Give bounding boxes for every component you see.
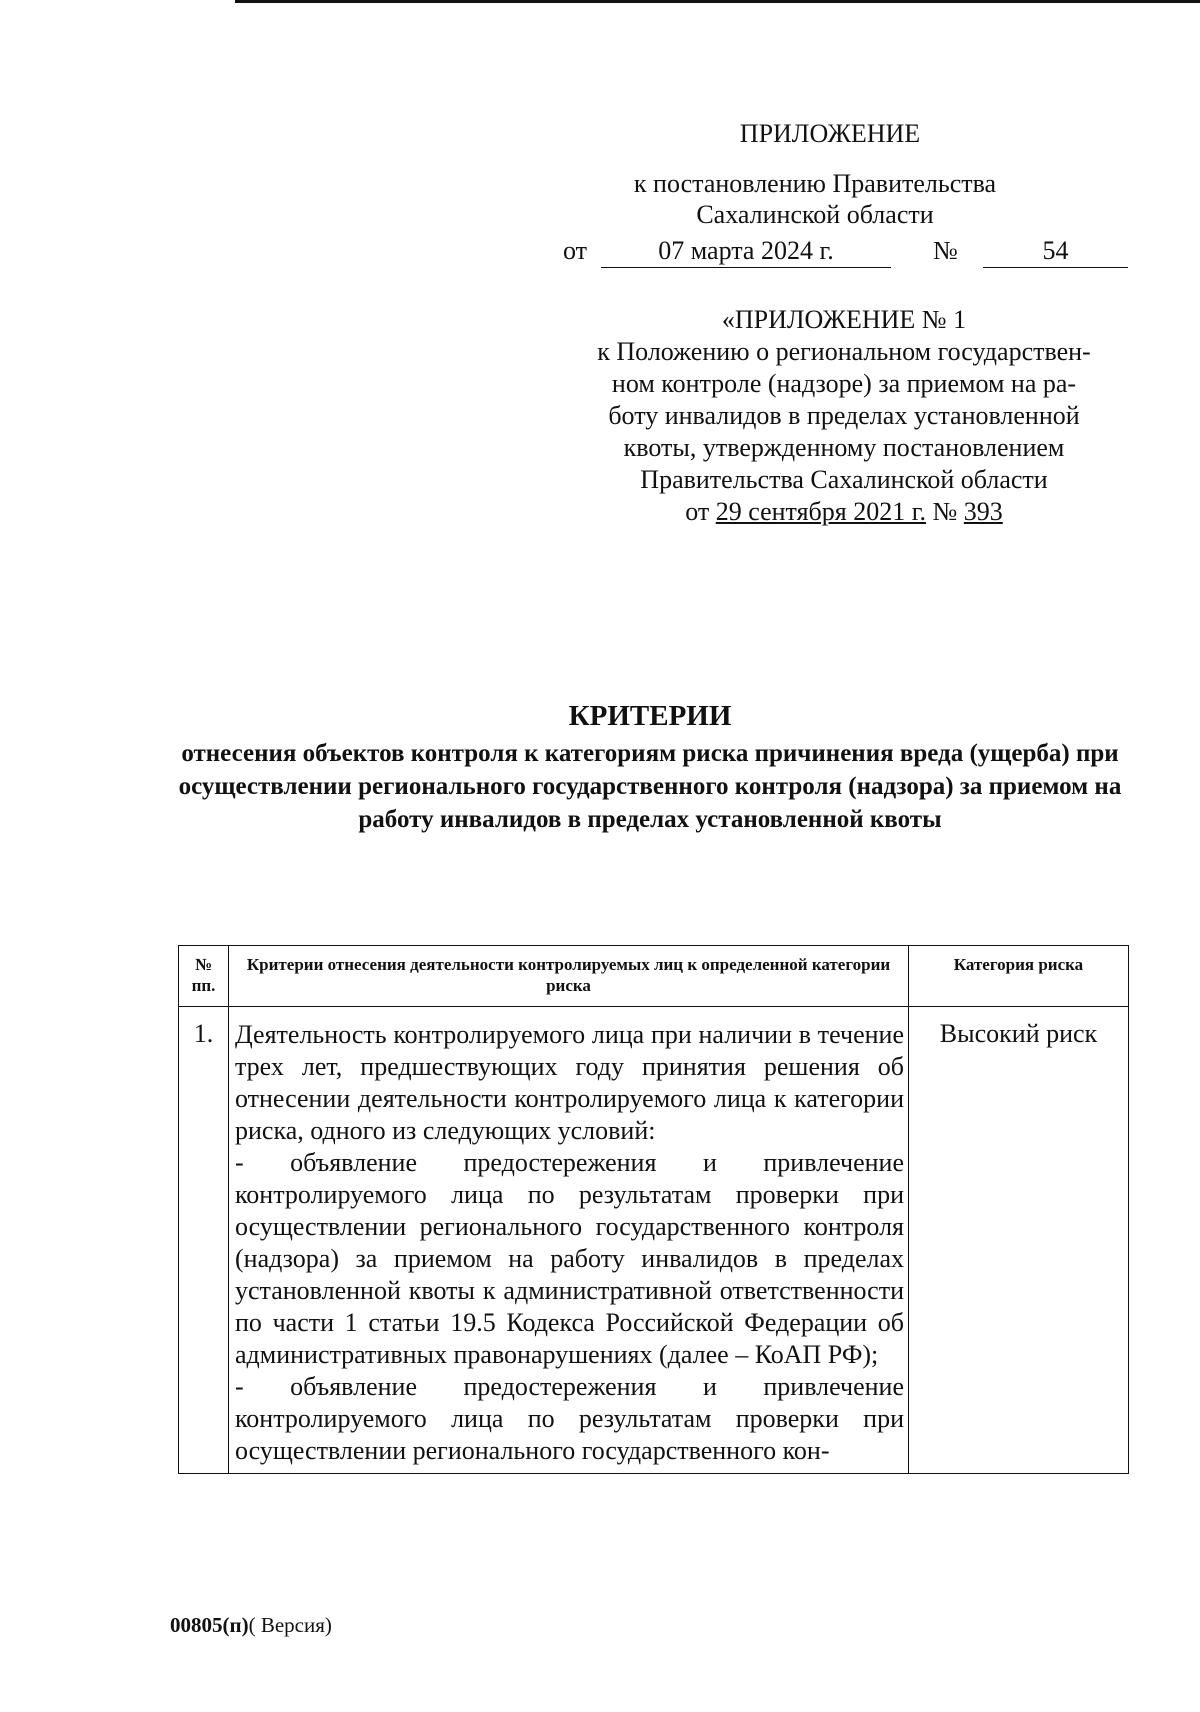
original-decree-date: 29 сентября 2021 г. (715, 497, 926, 526)
document-version: ( Версия) (248, 1613, 332, 1637)
appendix-1-line: квоты, утвержденному постановлением (623, 433, 1065, 462)
criteria-paragraph: - объявление предостережения и привлечение контролируемого лица по результатам проверки при осуществлении регионального государственного контроля (надзора) за приемом на работу инвалидов в пределах установленной квоты к административной ответственности по части 1 статьи 19.5 Кодекса Российской Федерации об административных правонарушениях (далее – КоАП РФ); (235, 1148, 904, 1369)
row-criteria (229, 1007, 909, 1474)
appendix-1-line: ном контроле (надзоре) за приемом на ра- (611, 369, 1077, 398)
table-row (179, 1007, 1129, 1474)
top-border-line (235, 0, 1200, 3)
from-label: от (563, 236, 588, 265)
appendix-1-line: боту инвалидов в пределах установленной (608, 401, 1080, 430)
appendix-subtitle (590, 168, 1040, 230)
from-prefix: от (685, 497, 716, 526)
criteria-paragraph: Деятельность контролируемого лица при наличии в течение трех лет, предшествующих году принятия решения об отнесении деятельности контролируемого лица к категории риска, одного из следующих условий: (235, 1020, 904, 1145)
appendix-line: к постановлению Правительства (633, 169, 997, 198)
criteria-paragraph: - объявление предостережения и привлечение контролируемого лица по результатам проверки при осуществлении регионального государственного кон- (235, 1372, 904, 1465)
original-decree-number: 393 (963, 497, 1003, 526)
appendix-1-block (560, 304, 1128, 528)
criteria-subtitle: отнесения объектов контроля к категориям риска причинения вреда (ущерба) при осуществлении регионального государственного контроля (надзора) за приемом на работу инвалидов в пределах установленной квоты (178, 740, 1122, 833)
criteria-table (178, 945, 1129, 1474)
number-label: № (933, 236, 958, 265)
appendix-1-last-line (560, 496, 1128, 528)
header-risk-category: Категория риска (909, 946, 1129, 1007)
appendix-line: Сахалинской области (696, 200, 934, 229)
header-number: № пп. (179, 946, 229, 1007)
appendix-title: ПРИЛОЖЕНИЕ (739, 119, 921, 148)
table-header-row (179, 946, 1129, 1007)
appendix-1-title: «ПРИЛОЖЕНИЕ № 1 (721, 305, 967, 334)
appendix-1-line: к Положению о региональном государствен- (597, 337, 1091, 366)
criteria-title: КРИТЕРИИ (568, 700, 732, 732)
number-sign: № (925, 497, 964, 526)
row-number: 1. (179, 1007, 229, 1474)
decree-number: 54 (983, 236, 1128, 268)
document-footer (170, 1613, 332, 1638)
appendix-1-line: Правительства Сахалинской области (640, 465, 1048, 494)
row-risk-category: Высокий риск (909, 1007, 1129, 1474)
decree-date: 07 марта 2024 г. (601, 236, 891, 268)
header-criteria: Критерии отнесения деятельности контролируемых лиц к определенной категории риска (229, 946, 909, 1007)
document-code: 00805(п) (170, 1613, 249, 1637)
